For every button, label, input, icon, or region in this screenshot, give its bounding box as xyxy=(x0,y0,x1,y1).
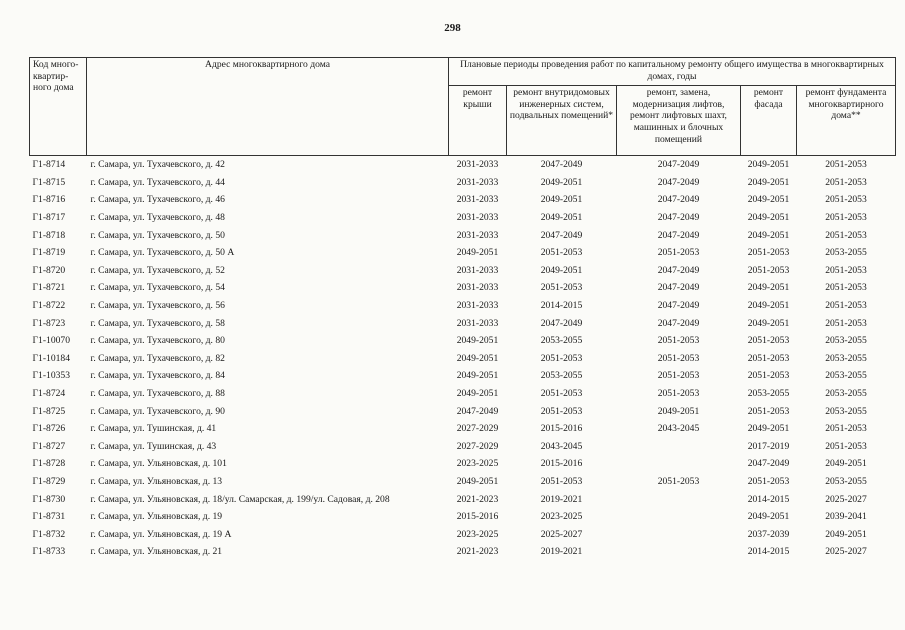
address-cell: г. Самара, ул. Тухачевского, д. 58 xyxy=(90,317,225,329)
roof-period-cell: 2031-2033 xyxy=(456,317,499,329)
roof-period-cell: 2027-2029 xyxy=(456,423,499,435)
elevators-period-cell: 2051-2053 xyxy=(657,335,700,347)
roof-period-cell: 2049-2051 xyxy=(456,475,499,487)
house-code-cell: Г1-8732 xyxy=(32,528,66,540)
facade-period-cell: 2051-2053 xyxy=(747,370,790,382)
foundation-period-cell: 2051-2053 xyxy=(825,264,867,276)
elevators-period-cell xyxy=(617,525,741,543)
systems-period-cell: 2019-2021 xyxy=(540,493,583,505)
facade-period-cell: 2051-2053 xyxy=(747,475,790,487)
house-code-cell: Г1-8722 xyxy=(32,300,66,312)
foundation-period-cell: 2051-2053 xyxy=(825,423,867,435)
header-code: Код много-квартир-ного дома xyxy=(30,58,87,156)
address-cell: г. Самара, ул. Тухачевского, д. 90 xyxy=(90,405,225,417)
table-row xyxy=(30,438,896,456)
address-cell: г. Самара, ул. Ульяновская, д. 101 xyxy=(90,458,227,470)
table-row xyxy=(30,314,896,332)
systems-period-cell: 2049-2051 xyxy=(540,176,583,188)
table-row xyxy=(30,174,896,192)
elevators-period-cell: 2047-2049 xyxy=(657,212,700,224)
systems-period-cell: 2014-2015 xyxy=(540,300,583,312)
house-code-cell: Г1-8721 xyxy=(32,282,66,294)
table-row xyxy=(30,385,896,403)
facade-period-cell: 2051-2053 xyxy=(747,352,790,364)
foundation-period-cell: 2053-2055 xyxy=(825,352,867,364)
table-row xyxy=(30,332,896,350)
systems-period-cell: 2051-2053 xyxy=(540,282,583,294)
header-foundation: ремонт фундамента многоквартирного дома** xyxy=(797,86,896,156)
house-code-cell: Г1-8733 xyxy=(32,546,66,558)
table-row xyxy=(30,543,896,561)
systems-period-cell: 2047-2049 xyxy=(540,317,583,329)
elevators-period-cell: 2047-2049 xyxy=(657,159,700,171)
systems-period-cell: 2049-2051 xyxy=(540,212,583,224)
roof-period-cell: 2047-2049 xyxy=(456,405,499,417)
table-row xyxy=(30,525,896,543)
roof-period-cell: 2027-2029 xyxy=(456,440,499,452)
table-row xyxy=(30,191,896,209)
house-code-cell: Г1-10184 xyxy=(32,352,71,364)
roof-period-cell: 2049-2051 xyxy=(456,352,499,364)
foundation-period-cell: 2025-2027 xyxy=(825,493,867,505)
house-code-cell: Г1-8731 xyxy=(32,511,66,523)
facade-period-cell: 2049-2051 xyxy=(747,317,790,329)
house-code-cell: Г1-10353 xyxy=(32,370,71,382)
table-row xyxy=(30,297,896,315)
systems-period-cell: 2015-2016 xyxy=(540,458,583,470)
facade-period-cell: 2014-2015 xyxy=(747,493,790,505)
facade-period-cell: 2049-2051 xyxy=(747,159,790,171)
elevators-period-cell: 2047-2049 xyxy=(657,229,700,241)
table-row xyxy=(30,420,896,438)
foundation-period-cell: 2039-2041 xyxy=(825,511,867,523)
address-cell: г. Самара, ул. Тухачевского, д. 80 xyxy=(90,335,225,347)
table-row xyxy=(30,473,896,491)
elevators-period-cell: 2047-2049 xyxy=(657,176,700,188)
roof-period-cell: 2021-2023 xyxy=(456,546,499,558)
foundation-period-cell: 2051-2053 xyxy=(825,194,867,206)
header-address: Адрес многоквартирного дома xyxy=(87,58,449,156)
roof-period-cell: 2031-2033 xyxy=(456,159,499,171)
house-code-cell: Г1-8719 xyxy=(32,247,66,259)
house-code-cell: Г1-8727 xyxy=(32,440,66,452)
systems-period-cell: 2047-2049 xyxy=(540,229,583,241)
facade-period-cell: 2049-2051 xyxy=(747,176,790,188)
address-cell: г. Самара, ул. Тухачевского, д. 88 xyxy=(90,388,225,400)
house-code-cell: Г1-8717 xyxy=(32,212,66,224)
systems-period-cell: 2043-2045 xyxy=(540,440,583,452)
table-row xyxy=(30,508,896,526)
roof-period-cell: 2031-2033 xyxy=(456,282,499,294)
elevators-period-cell: 2043-2045 xyxy=(657,423,700,435)
elevators-period-cell: 2047-2049 xyxy=(657,300,700,312)
foundation-period-cell: 2051-2053 xyxy=(825,212,867,224)
foundation-period-cell: 2051-2053 xyxy=(825,176,867,188)
header-elevators: ремонт, замена, модернизация лифтов, ремонт лифтовых шахт, машинных и блочных помещений xyxy=(617,86,741,156)
header-periods: Плановые периоды проведения работ по капитальному ремонту общего имущества в многоквартирных домах, годы xyxy=(449,58,896,86)
address-cell: г. Самара, ул. Тушинская, д. 41 xyxy=(90,423,217,435)
facade-period-cell: 2049-2051 xyxy=(747,511,790,523)
address-cell: г. Самара, ул. Ульяновская, д. 18/ул. Самарская, д. 199/ул. Садовая, д. 208 xyxy=(90,493,390,505)
house-code-cell: Г1-8723 xyxy=(32,317,66,329)
foundation-period-cell: 2051-2053 xyxy=(825,229,867,241)
facade-period-cell: 2051-2053 xyxy=(747,247,790,259)
roof-period-cell: 2049-2051 xyxy=(456,247,499,259)
roof-period-cell: 2023-2025 xyxy=(456,528,499,540)
roof-period-cell: 2049-2051 xyxy=(456,335,499,347)
systems-period-cell: 2053-2055 xyxy=(540,335,583,347)
facade-period-cell: 2017-2019 xyxy=(747,440,790,452)
address-cell: г. Самара, ул. Ульяновская, д. 21 xyxy=(90,546,223,558)
elevators-period-cell: 2051-2053 xyxy=(657,352,700,364)
page-number: 298 xyxy=(444,22,461,34)
roof-period-cell: 2015-2016 xyxy=(456,511,499,523)
systems-period-cell: 2051-2053 xyxy=(540,475,583,487)
house-code-cell: Г1-8724 xyxy=(32,388,66,400)
facade-period-cell: 2047-2049 xyxy=(747,458,790,470)
systems-period-cell: 2025-2027 xyxy=(540,528,583,540)
house-code-cell: Г1-8725 xyxy=(32,405,66,417)
facade-period-cell: 2051-2053 xyxy=(747,405,790,417)
foundation-period-cell: 2053-2055 xyxy=(825,335,867,347)
header-systems: ремонт внутридомовых инженерных систем, подвальных помещений* xyxy=(507,86,617,156)
elevators-period-cell xyxy=(617,490,741,508)
table-row xyxy=(30,209,896,227)
roof-period-cell: 2031-2033 xyxy=(456,194,499,206)
facade-period-cell: 2049-2051 xyxy=(747,423,790,435)
facade-period-cell: 2051-2053 xyxy=(747,335,790,347)
table-row xyxy=(30,455,896,473)
header-roof: ремонт крыши xyxy=(449,86,507,156)
house-code-cell: Г1-8726 xyxy=(32,423,66,435)
roof-period-cell: 2049-2051 xyxy=(456,370,499,382)
systems-period-cell: 2051-2053 xyxy=(540,247,583,259)
table-row xyxy=(30,490,896,508)
facade-period-cell: 2049-2051 xyxy=(747,194,790,206)
house-code-cell: Г1-8714 xyxy=(32,159,66,171)
facade-period-cell: 2049-2051 xyxy=(747,229,790,241)
systems-period-cell: 2049-2051 xyxy=(540,264,583,276)
facade-period-cell: 2053-2055 xyxy=(747,388,790,400)
foundation-period-cell: 2053-2055 xyxy=(825,247,867,259)
address-cell: г. Самара, ул. Тухачевского, д. 50 А xyxy=(90,247,235,259)
elevators-period-cell xyxy=(617,455,741,473)
table-row xyxy=(30,156,896,174)
roof-period-cell: 2031-2033 xyxy=(456,300,499,312)
elevators-period-cell: 2051-2053 xyxy=(657,370,700,382)
roof-period-cell: 2031-2033 xyxy=(456,176,499,188)
roof-period-cell: 2023-2025 xyxy=(456,458,499,470)
foundation-period-cell: 2025-2027 xyxy=(825,546,867,558)
facade-period-cell: 2014-2015 xyxy=(747,546,790,558)
systems-period-cell: 2051-2053 xyxy=(540,405,583,417)
foundation-period-cell: 2053-2055 xyxy=(825,475,867,487)
systems-period-cell: 2051-2053 xyxy=(540,388,583,400)
address-cell: г. Самара, ул. Тухачевского, д. 50 xyxy=(90,229,225,241)
address-cell: г. Самара, ул. Тухачевского, д. 52 xyxy=(90,264,225,276)
foundation-period-cell: 2051-2053 xyxy=(825,300,867,312)
foundation-period-cell: 2053-2055 xyxy=(825,405,867,417)
elevators-period-cell: 2051-2053 xyxy=(657,247,700,259)
address-cell: г. Самара, ул. Тушинская, д. 43 xyxy=(90,440,217,452)
house-code-cell: Г1-8718 xyxy=(32,229,66,241)
facade-period-cell: 2049-2051 xyxy=(747,212,790,224)
elevators-period-cell xyxy=(617,508,741,526)
systems-period-cell: 2049-2051 xyxy=(540,194,583,206)
header-facade: ремонт фасада xyxy=(741,86,797,156)
roof-period-cell: 2049-2051 xyxy=(456,388,499,400)
address-cell: г. Самара, ул. Тухачевского, д. 48 xyxy=(90,212,225,224)
elevators-period-cell: 2049-2051 xyxy=(657,405,700,417)
house-code-cell: Г1-8716 xyxy=(32,194,66,206)
address-cell: г. Самара, ул. Тухачевского, д. 82 xyxy=(90,352,225,364)
table-row xyxy=(30,279,896,297)
roof-period-cell: 2031-2033 xyxy=(456,212,499,224)
address-cell: г. Самара, ул. Тухачевского, д. 54 xyxy=(90,282,225,294)
address-cell: г. Самара, ул. Тухачевского, д. 84 xyxy=(90,370,225,382)
systems-period-cell: 2051-2053 xyxy=(540,352,583,364)
systems-period-cell: 2015-2016 xyxy=(540,423,583,435)
table-row xyxy=(30,402,896,420)
elevators-period-cell: 2047-2049 xyxy=(657,317,700,329)
elevators-period-cell: 2051-2053 xyxy=(657,388,700,400)
table-row xyxy=(30,262,896,280)
table-body xyxy=(30,156,896,561)
facade-period-cell: 2051-2053 xyxy=(747,264,790,276)
house-code-cell: Г1-8720 xyxy=(32,264,66,276)
systems-period-cell: 2053-2055 xyxy=(540,370,583,382)
elevators-period-cell: 2047-2049 xyxy=(657,264,700,276)
facade-period-cell: 2049-2051 xyxy=(747,282,790,294)
foundation-period-cell: 2051-2053 xyxy=(825,440,867,452)
elevators-period-cell: 2047-2049 xyxy=(657,194,700,206)
table-row xyxy=(30,244,896,262)
facade-period-cell: 2049-2051 xyxy=(747,300,790,312)
house-code-cell: Г1-8729 xyxy=(32,475,66,487)
foundation-period-cell: 2053-2055 xyxy=(825,388,867,400)
foundation-period-cell: 2049-2051 xyxy=(825,458,867,470)
foundation-period-cell: 2053-2055 xyxy=(825,370,867,382)
foundation-period-cell: 2051-2053 xyxy=(825,159,867,171)
house-code-cell: Г1-10070 xyxy=(32,335,71,347)
elevators-period-cell: 2051-2053 xyxy=(657,475,700,487)
foundation-period-cell: 2051-2053 xyxy=(825,317,867,329)
elevators-period-cell: 2047-2049 xyxy=(657,282,700,294)
address-cell: г. Самара, ул. Ульяновская, д. 13 xyxy=(90,475,223,487)
table-row xyxy=(30,367,896,385)
roof-period-cell: 2021-2023 xyxy=(456,493,499,505)
capital-repair-table xyxy=(29,57,896,561)
roof-period-cell: 2031-2033 xyxy=(456,229,499,241)
systems-period-cell: 2047-2049 xyxy=(540,159,583,171)
systems-period-cell: 2019-2021 xyxy=(540,546,583,558)
roof-period-cell: 2031-2033 xyxy=(456,264,499,276)
house-code-cell: Г1-8728 xyxy=(32,458,66,470)
foundation-period-cell: 2049-2051 xyxy=(825,528,867,540)
foundation-period-cell: 2051-2053 xyxy=(825,282,867,294)
elevators-period-cell xyxy=(617,438,741,456)
elevators-period-cell xyxy=(617,543,741,561)
address-cell: г. Самара, ул. Тухачевского, д. 44 xyxy=(90,176,225,188)
address-cell: г. Самара, ул. Тухачевского, д. 46 xyxy=(90,194,225,206)
table-row xyxy=(30,226,896,244)
facade-period-cell: 2037-2039 xyxy=(747,528,790,540)
house-code-cell: Г1-8730 xyxy=(32,493,66,505)
systems-period-cell: 2023-2025 xyxy=(540,511,583,523)
address-cell: г. Самара, ул. Ульяновская, д. 19 А xyxy=(90,528,232,540)
address-cell: г. Самара, ул. Тухачевского, д. 56 xyxy=(90,300,225,312)
table-row xyxy=(30,350,896,368)
address-cell: г. Самара, ул. Тухачевского, д. 42 xyxy=(90,159,225,171)
house-code-cell: Г1-8715 xyxy=(32,176,66,188)
address-cell: г. Самара, ул. Ульяновская, д. 19 xyxy=(90,511,223,523)
